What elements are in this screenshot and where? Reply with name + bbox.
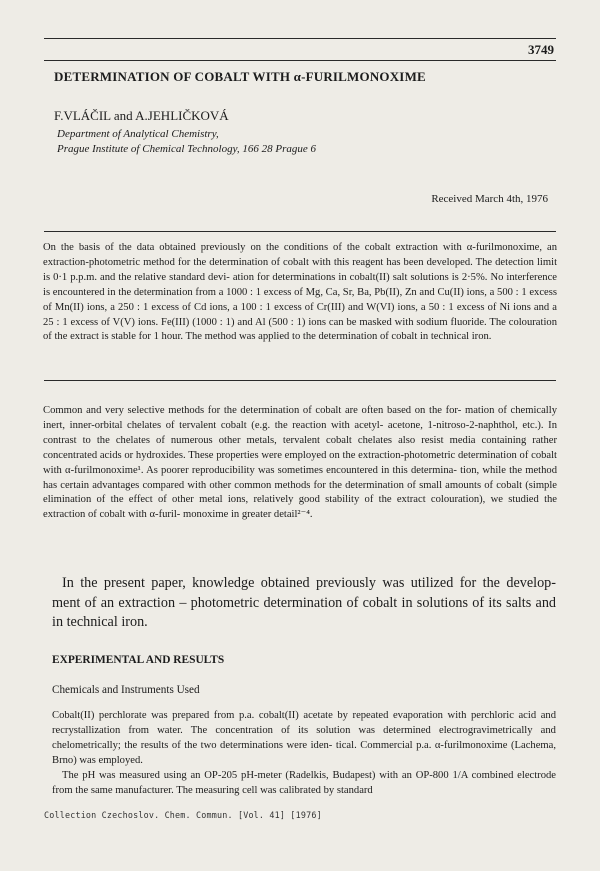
present-paper-line: ment of an extraction – photometric determination of cobalt in solutions of its <box>52 594 502 611</box>
chemicals-paragraph <box>52 709 556 798</box>
abstract-bottom-rule <box>44 380 556 381</box>
abstract-line: excess of Mn(II) ions, a 250 : 1 excess of Cd ions, a 100 : 1 excess of Cr(III) and W(VI) ions, a 50 : 1 <box>43 286 557 313</box>
abstract-line: On the basis of the data obtained previously on the conditions of the cobalt extraction with <box>43 242 462 253</box>
present-paper-line: salts and in technical iron. <box>52 594 557 630</box>
intro-line: with α-furilmonoxime¹. As poorer reproducibility was sometimes encountered in this determina- <box>43 464 457 476</box>
top-rule <box>44 38 556 39</box>
introduction <box>43 404 557 523</box>
page-number: 3749 <box>528 42 554 57</box>
intro-line: Common and very selective methods for the determination of cobalt are often based on the for- <box>43 405 462 416</box>
affiliation-line-2: Prague Institute of Chemical Technology, 166 28 Prague 6 <box>57 143 316 155</box>
intro-line: acetone, 1-nitroso-2-naphthol, etc.). In contrast to the chelates of numerous other metals, <box>43 419 557 446</box>
abstract-line: masked with sodium fluoride. The colouration of the extract is stable for 1 hour. The method was <box>43 316 557 343</box>
chemicals-line: electrogravimetrically and chelometrically; the results of the two determinations were iden- <box>52 724 556 751</box>
intro-line: monoxime in greater detail²⁻⁴. <box>183 509 313 521</box>
received-date: Received March 4th, 1976 <box>431 193 548 205</box>
abstract-top-rule <box>44 231 556 232</box>
header-rule <box>44 60 556 61</box>
intro-line: tion, while the method has certain advantages compared with other common methods for the <box>43 464 557 491</box>
abstract-line: in the determination from a 1000 : 1 excess of Mg, Ca, Sr, Ba, Pb(II), Zn and Cu(II) ions, a 500 : 1 <box>107 286 527 298</box>
intro-line: determination of small amounts of cobalt (simple elimination of the effect of other metal ions, <box>43 479 558 506</box>
intro-line: relatively good stability of the extract colouration), we studied the extraction of cobalt with α-furil- <box>43 494 558 521</box>
abstract <box>43 241 557 345</box>
intro-line: tervalent cobalt chelates also resist media containing rather concentrated acids or hydroxides. <box>43 434 558 461</box>
abstract-line: applied to the determination of cobalt in technical iron. <box>258 331 492 343</box>
chemicals-line: The pH was measured using an OP-205 pH-meter (Radelkis, Budapest) with an OP-800 1/A <box>62 769 468 781</box>
present-paper-line: In the present paper, knowledge obtained previously was utilized for the develop- <box>62 575 556 591</box>
chemicals-line: perchloric acid and recrystallization from water. The concentration of its solution was determined <box>52 710 556 736</box>
subsection-heading: Chemicals and Instruments Used <box>52 684 200 696</box>
abstract-line: ation for determinations in cobalt(II) salt solutions is 2·5%. No interference is encountered <box>43 271 557 298</box>
intro-line: mation of chemically inert, inner-orbital chelates of tervalent cobalt (e.g. the reaction with acetyl- <box>43 405 557 431</box>
chemicals-line: Cobalt(II) perchlorate was prepared from p.a. cobalt(II) acetate by repeated evaporation with <box>52 710 467 721</box>
chemicals-line: combined electrode from the same manufacturer. The measuring cell was calibrated by standard <box>52 769 556 796</box>
affiliation-line-1: Department of Analytical Chemistry, <box>57 128 219 140</box>
abstract-line: excess of Ni ions and a 25 : 1 excess of V(V) ions. Fe(III) (1000 : 1) and Al (500 : 1) ions can be <box>43 301 557 328</box>
intro-line: These properties were employed on the extraction-photometric determination of cobalt <box>188 449 558 461</box>
authors: F.VLÁČIL and A.JEHLIČKOVÁ <box>54 108 229 123</box>
present-paper-paragraph <box>52 574 556 633</box>
section-heading: EXPERIMENTAL AND RESULTS <box>52 654 225 666</box>
abstract-line: α-furilmonoxime, an extraction-photometric method for the determination of cobalt with <box>43 242 557 268</box>
abstract-line: this reagent has been developed. The detection limit is 0·1 p.p.m. and the relative standard devi- <box>43 256 558 283</box>
chemicals-line: tical. Commercial p.a. α-furilmonoxime (Lachema, Brno) was employed. <box>52 739 556 766</box>
journal-footer: Collection Czechoslov. Chem. Commun. [Vol. 41] [1976] <box>44 810 322 820</box>
article-title: DETERMINATION OF COBALT WITH α-FURILMONOXIME <box>54 69 426 84</box>
